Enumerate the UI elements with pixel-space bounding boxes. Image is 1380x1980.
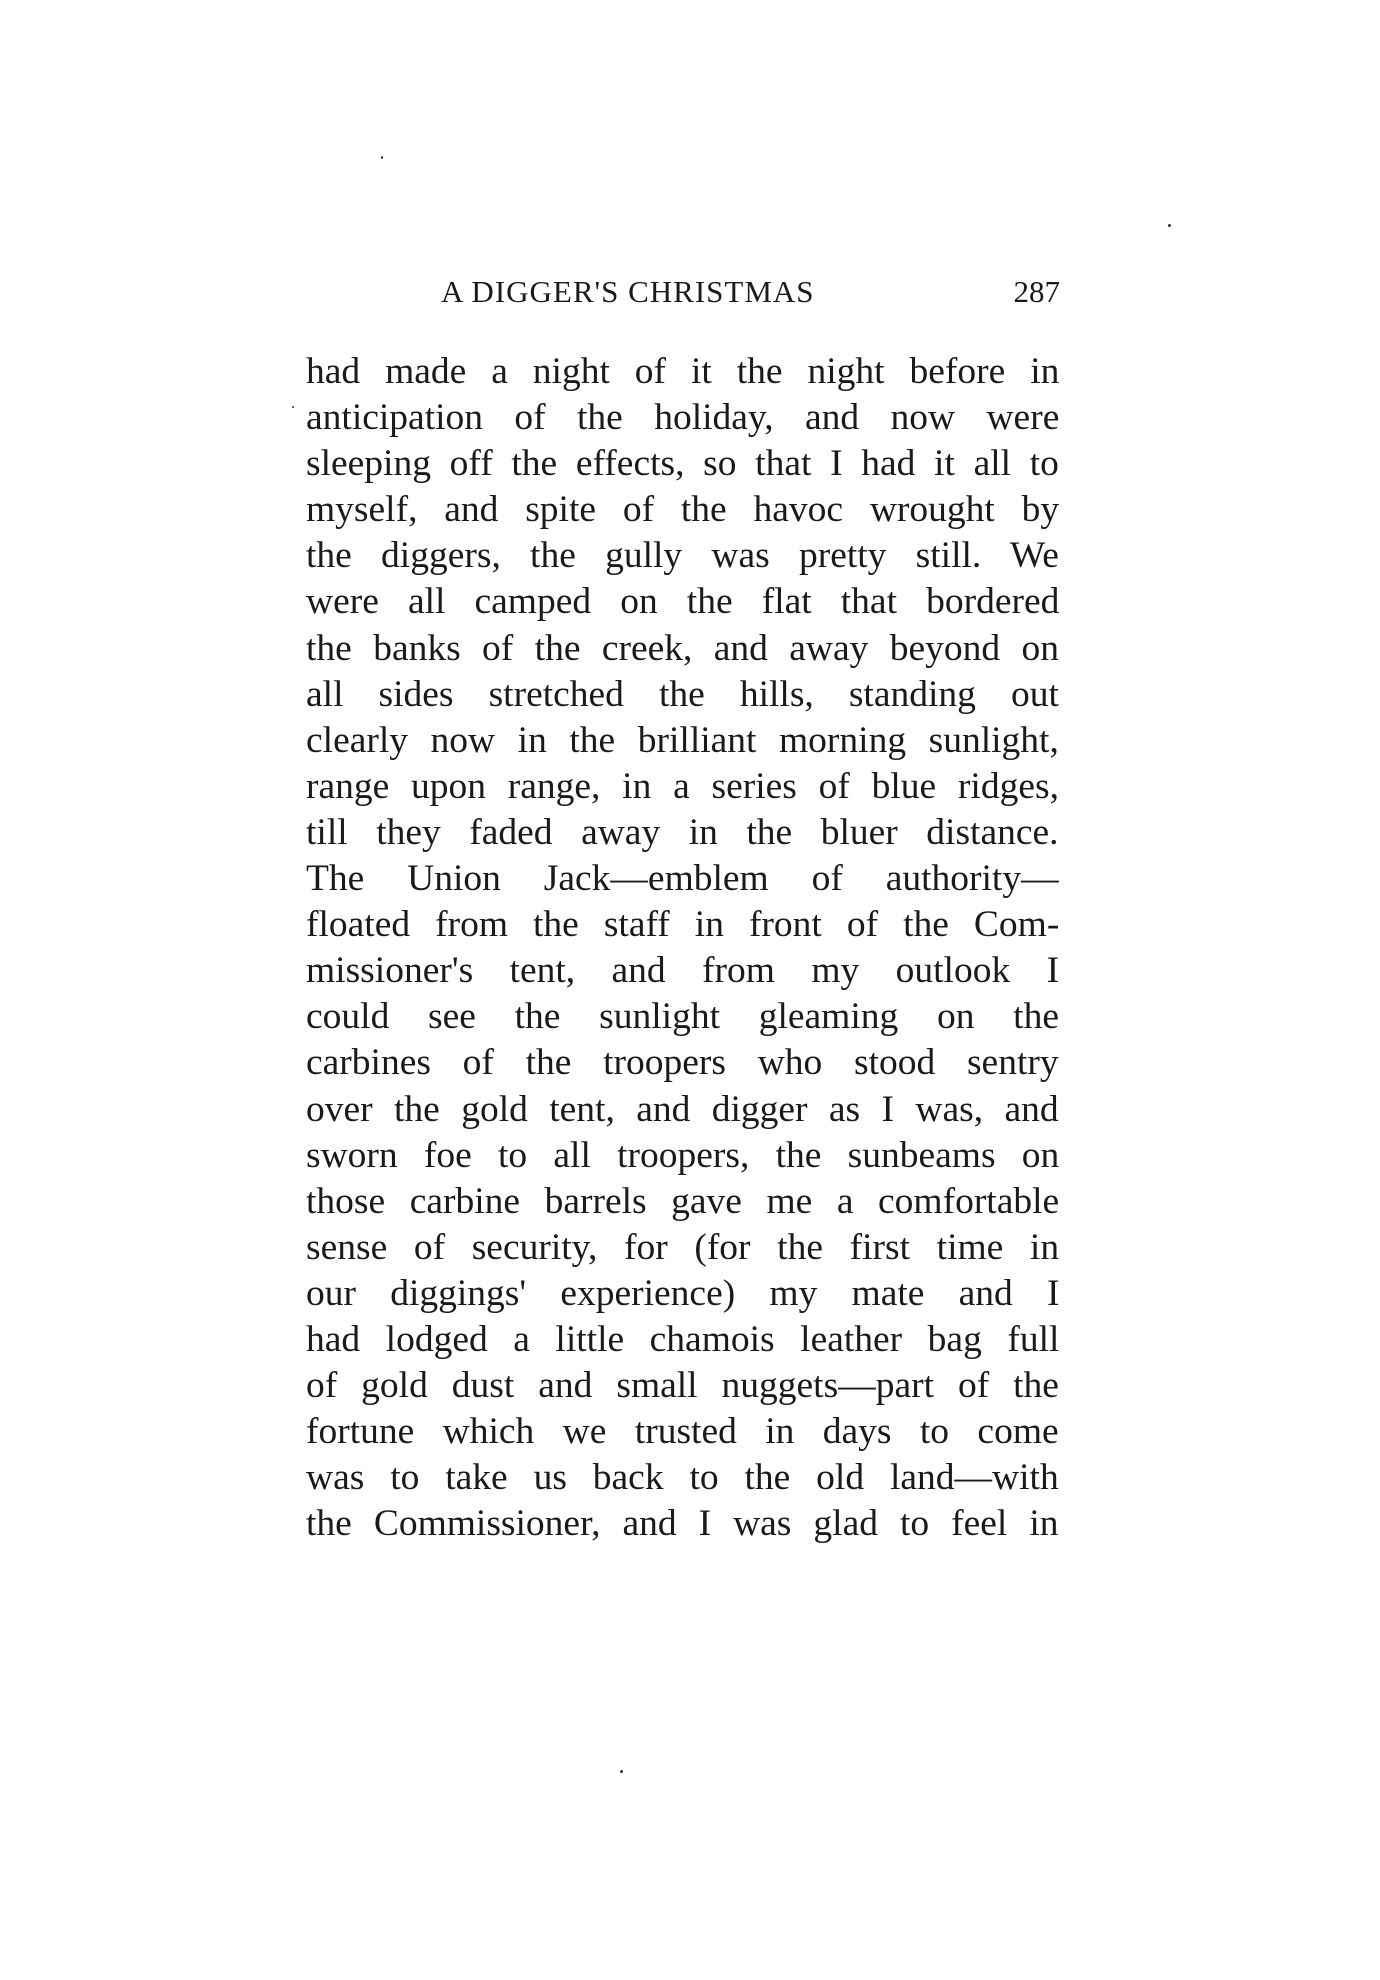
text-line: the Commissioner, and I was glad to feel in	[306, 1503, 1059, 1545]
text-line: carbines of the troopers who stood sentry	[306, 1042, 1059, 1084]
text-line: The Union Jack—emblem of authority—	[306, 858, 1059, 900]
text-line: sleeping off the effects, so that I had it all to	[306, 443, 1059, 485]
page-number: 287	[1013, 274, 1060, 309]
text-line: the diggers, the gully was pretty still. We	[306, 535, 1059, 577]
text-line: could see the sunlight gleaming on the	[306, 996, 1059, 1038]
text-line: fortune which we trusted in days to come	[306, 1411, 1059, 1453]
body-text	[306, 349, 1059, 1547]
text-line: had lodged a little chamois leather bag full	[306, 1318, 1060, 1360]
text-line: missioner's tent, and from my outlook I	[306, 950, 1060, 992]
text-line: range upon range, in a series of blue ridges,	[306, 765, 1059, 807]
print-speck	[620, 1770, 623, 1773]
text-line: those carbine barrels gave me a comfortable	[306, 1180, 1060, 1222]
text-line: was to take us back to the old land—with	[306, 1457, 1059, 1499]
text-line: till they faded away in the bluer distance.	[306, 811, 1059, 853]
text-line: the banks of the creek, and away beyond on	[306, 627, 1060, 669]
print-speck	[1168, 224, 1171, 227]
text-line: clearly now in the brilliant morning sunlight,	[306, 719, 1059, 761]
text-line: sworn foe to all troopers, the sunbeams on	[306, 1134, 1060, 1176]
text-line: had made a night of it the night before in	[306, 351, 1060, 392]
print-speck	[292, 406, 294, 408]
text-line: myself, and spite of the havoc wrought by	[306, 489, 1060, 531]
text-line: of gold dust and small nuggets—part of the	[306, 1365, 1059, 1407]
page-header	[441, 272, 1060, 312]
running-title: A DIGGER'S CHRISTMAS	[441, 274, 815, 309]
text-line: floated from the staff in front of the Com-	[306, 904, 1060, 946]
text-line: over the gold tent, and digger as I was, and	[306, 1088, 1059, 1130]
text-line: were all camped on the flat that bordered	[306, 581, 1060, 623]
text-line: sense of security, for (for the first time in	[306, 1226, 1060, 1268]
text-line: anticipation of the holiday, and now were	[306, 397, 1060, 439]
text-line: all sides stretched the hills, standing out	[306, 673, 1059, 715]
text-line: our diggings' experience) my mate and I	[306, 1272, 1060, 1314]
print-speck	[381, 156, 383, 159]
